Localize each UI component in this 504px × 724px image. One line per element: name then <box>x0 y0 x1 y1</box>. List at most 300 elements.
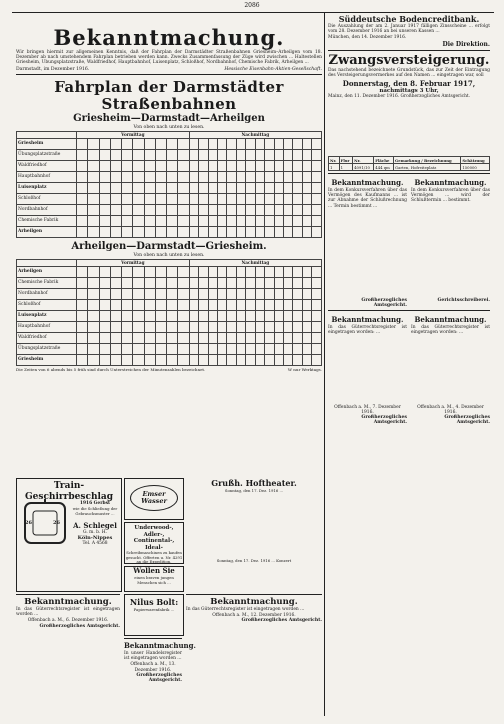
grund-cell: 1 <box>339 164 352 171</box>
time-cell <box>189 288 198 299</box>
fahrplan-title: Fahrplan der Darmstädter Straßenbahnen <box>54 77 284 113</box>
time-cell <box>88 288 99 299</box>
time-cell <box>217 332 226 343</box>
time-cell <box>312 354 322 365</box>
ad-train-year: 1916 Gerbst <box>79 501 111 506</box>
time-cell <box>133 310 144 321</box>
time-cell <box>312 193 322 204</box>
time-cell <box>236 332 245 343</box>
time-cell <box>227 332 236 343</box>
page-number: 2086 <box>244 2 260 9</box>
time-cell <box>122 149 133 160</box>
time-cell <box>88 182 99 193</box>
time-cell <box>133 266 144 277</box>
time-cell <box>155 226 166 237</box>
zwang-date: Donnerstag, den 8. Februar 1917, <box>342 79 476 89</box>
time-cell <box>122 321 133 332</box>
time-cell <box>122 310 133 321</box>
vormittag-header: Vormittag <box>77 259 190 266</box>
time-cell <box>178 149 189 160</box>
time-cell <box>312 277 322 288</box>
time-cell <box>110 226 121 237</box>
timetable-row <box>17 343 322 354</box>
timetable-row <box>17 266 322 277</box>
time-cell <box>110 182 121 193</box>
bank-date: München, den 14. Dezember 1916. <box>328 35 407 41</box>
time-cell <box>88 149 99 160</box>
time-cell <box>246 226 255 237</box>
time-cell <box>155 277 166 288</box>
time-cell <box>167 321 178 332</box>
time-cell <box>77 193 88 204</box>
time-cell <box>227 193 236 204</box>
time-cell <box>88 193 99 204</box>
time-cell <box>293 204 302 215</box>
time-cell <box>88 354 99 365</box>
station-name: Griesheim <box>17 138 77 149</box>
time-cell <box>77 266 88 277</box>
ad-nilus-title: Nilus Bolt: <box>129 597 179 607</box>
time-cell <box>246 310 255 321</box>
time-cell <box>236 160 245 171</box>
time-cell <box>302 266 311 277</box>
time-cell <box>133 277 144 288</box>
bk2-place: Offenbach a. M., 13. Dezember 1916. <box>130 662 176 673</box>
time-cell <box>265 343 274 354</box>
time-cell <box>155 310 166 321</box>
time-cell <box>199 138 208 149</box>
time-cell <box>284 149 293 160</box>
time-cell <box>227 321 236 332</box>
time-cell <box>227 149 236 160</box>
time-cell <box>88 204 99 215</box>
time-cell <box>284 354 293 365</box>
time-cell <box>293 138 302 149</box>
time-cell <box>99 321 110 332</box>
time-cell <box>133 193 144 204</box>
time-cell <box>122 182 133 193</box>
time-cell <box>77 332 88 343</box>
station-name: Waldfriedhof <box>17 332 77 343</box>
time-cell <box>312 149 322 160</box>
time-cell <box>246 138 255 149</box>
time-cell <box>217 321 226 332</box>
fahrplan-route: Griesheim—Darmstadt—Arheilgen <box>73 112 265 124</box>
time-cell <box>88 299 99 310</box>
time-cell <box>178 160 189 171</box>
time-cell <box>133 332 144 343</box>
time-cell <box>208 160 217 171</box>
timetable-row <box>17 204 322 215</box>
time-cell <box>255 138 264 149</box>
time-cell <box>312 343 322 354</box>
time-cell <box>255 321 264 332</box>
time-cell <box>199 310 208 321</box>
time-cell <box>312 226 322 237</box>
time-cell <box>274 277 283 288</box>
time-cell <box>167 138 178 149</box>
ad-hoftheater-title: Grußh. Hoftheater. <box>211 478 297 488</box>
time-cell <box>255 171 264 182</box>
time-cell <box>208 138 217 149</box>
station-name: Hauptbahnhof <box>17 171 77 182</box>
timetable-row <box>17 226 322 237</box>
time-cell <box>265 299 274 310</box>
harness-plate-icon <box>23 499 67 547</box>
notice-r1 <box>328 176 407 308</box>
time-cell <box>255 354 264 365</box>
timetable-row <box>17 149 322 160</box>
time-cell <box>99 193 110 204</box>
bk1-text: In das Güterrechtsregister ist eingetragen worden ... <box>16 607 120 618</box>
divider <box>328 50 490 51</box>
time-cell <box>133 354 144 365</box>
grund-header-cell: Nr. <box>353 157 374 164</box>
time-cell <box>312 215 322 226</box>
timetable-row <box>17 193 322 204</box>
time-cell <box>155 171 166 182</box>
time-cell <box>302 149 311 160</box>
r2-title: Bekanntmachung. <box>414 178 487 188</box>
time-cell <box>246 277 255 288</box>
fahrplan-note: Von oben nach unten zu lesen. <box>133 124 205 130</box>
time-cell <box>133 215 144 226</box>
time-cell <box>155 182 166 193</box>
time-cell <box>236 226 245 237</box>
bk1-title: Bekanntmachung. <box>24 597 112 607</box>
vormittag-header: Vormittag <box>77 131 190 138</box>
time-cell <box>293 321 302 332</box>
time-cell <box>99 149 110 160</box>
time-cell <box>227 299 236 310</box>
time-cell <box>110 343 121 354</box>
time-cell <box>236 193 245 204</box>
bekanntmachung-text: Wir bringen hiermit zur allgemeinen Kenntnis, daß der Fahrplan der Darmstädter Straßenbahnen Griesheim–Arheilgen vom 18. Dezember ab nach umstehendem Fahrplan betrieben werden kann. Zwecks Zusammenfassung der Züge wird zwischen ... Haltestellen Griesheim, Ubungsplatzstraße, Waldfriedhof, Hauptbahnhof, Luisenplatz, Schloßhof, Nordbahnhof, Chemische Fabrik, Arheilgen ... <box>16 50 322 66</box>
time-cell <box>155 266 166 277</box>
time-cell <box>302 193 311 204</box>
time-cell <box>110 215 121 226</box>
time-cell <box>293 193 302 204</box>
time-cell <box>155 204 166 215</box>
time-cell <box>133 160 144 171</box>
time-cell <box>302 288 311 299</box>
time-cell <box>302 277 311 288</box>
time-cell <box>302 171 311 182</box>
time-cell <box>246 299 255 310</box>
size-left: 26 <box>25 520 32 526</box>
time-cell <box>99 288 110 299</box>
column-divider <box>324 12 325 716</box>
bekanntmachung-footer <box>16 67 322 72</box>
time-cell <box>144 354 155 365</box>
time-cell <box>88 266 99 277</box>
time-cell <box>99 160 110 171</box>
time-cell <box>236 171 245 182</box>
r4-title: Bekanntmachung. <box>414 315 487 325</box>
time-cell <box>284 310 293 321</box>
time-cell <box>246 332 255 343</box>
time-cell <box>217 310 226 321</box>
time-cell <box>302 343 311 354</box>
time-cell <box>178 310 189 321</box>
time-cell <box>284 171 293 182</box>
time-cell <box>217 288 226 299</box>
time-cell <box>255 182 264 193</box>
time-cell <box>274 193 283 204</box>
time-cell <box>217 277 226 288</box>
time-cell <box>189 299 198 310</box>
time-cell <box>236 321 245 332</box>
time-cell <box>144 182 155 193</box>
ad-train-company-sub: G. m. b. H. <box>83 529 107 535</box>
time-cell <box>255 299 264 310</box>
time-cell <box>265 288 274 299</box>
time-cell <box>293 215 302 226</box>
time-cell <box>293 171 302 182</box>
time-cell <box>99 277 110 288</box>
time-cell <box>236 204 245 215</box>
time-cell <box>199 354 208 365</box>
time-cell <box>284 321 293 332</box>
time-cell <box>122 226 133 237</box>
time-cell <box>178 182 189 193</box>
time-cell <box>77 171 88 182</box>
time-cell <box>167 354 178 365</box>
time-cell <box>208 277 217 288</box>
time-cell <box>77 288 88 299</box>
time-cell <box>167 343 178 354</box>
time-cell <box>110 310 121 321</box>
time-cell <box>274 321 283 332</box>
time-cell <box>293 182 302 193</box>
station-name: Nordbahnhof <box>17 288 77 299</box>
time-cell <box>227 266 236 277</box>
time-cell <box>265 171 274 182</box>
signature: Hessische Eisenbahn-Aktien-Gesellschaft. <box>224 66 322 72</box>
time-cell <box>178 277 189 288</box>
timetable-row <box>17 332 322 343</box>
time-cell <box>302 182 311 193</box>
time-cell <box>284 160 293 171</box>
ad-wollen-title: Wollen Sie <box>133 566 175 575</box>
time-cell <box>99 299 110 310</box>
time-cell <box>189 321 198 332</box>
time-cell <box>88 171 99 182</box>
r2-sign: Gerichtsschreiberei. <box>437 298 490 304</box>
time-cell <box>236 310 245 321</box>
time-cell <box>284 266 293 277</box>
time-cell <box>88 226 99 237</box>
time-cell <box>236 182 245 193</box>
time-cell <box>99 182 110 193</box>
grund-cell: 1 <box>329 164 340 171</box>
grund-cell: 444 qm <box>374 164 394 171</box>
time-cell <box>144 321 155 332</box>
r3-place: Offenbach a. M., 7. Dezember 1916. <box>334 405 401 416</box>
time-cell <box>265 332 274 343</box>
r3-title: Bekanntmachung. <box>331 315 404 325</box>
ad-train-company: A. Schlegel <box>73 520 117 530</box>
time-cell <box>189 215 198 226</box>
time-cell <box>199 321 208 332</box>
notice-bk3 <box>186 594 322 713</box>
time-cell <box>110 171 121 182</box>
time-cell <box>110 266 121 277</box>
station-header <box>17 259 77 266</box>
time-cell <box>227 277 236 288</box>
time-cell <box>189 226 198 237</box>
time-cell <box>302 160 311 171</box>
time-cell <box>110 149 121 160</box>
time-cell <box>227 138 236 149</box>
time-cell <box>265 204 274 215</box>
time-cell <box>312 204 322 215</box>
time-cell <box>208 193 217 204</box>
time-cell <box>167 332 178 343</box>
ad-konzert <box>186 558 322 590</box>
time-cell <box>199 226 208 237</box>
time-cell <box>189 171 198 182</box>
time-cell <box>236 277 245 288</box>
time-cell <box>199 149 208 160</box>
time-cell <box>208 204 217 215</box>
time-cell <box>189 204 198 215</box>
time-cell <box>312 332 322 343</box>
time-cell <box>208 215 217 226</box>
time-cell <box>274 310 283 321</box>
time-cell <box>144 299 155 310</box>
nachmittag-header: Nachmittag <box>189 131 321 138</box>
time-cell <box>217 343 226 354</box>
time-cell <box>178 321 189 332</box>
timetable-return <box>16 259 322 366</box>
time-cell <box>302 354 311 365</box>
timetable-row <box>17 277 322 288</box>
time-cell <box>246 160 255 171</box>
time-cell <box>293 310 302 321</box>
time-cell <box>208 321 217 332</box>
time-cell <box>122 277 133 288</box>
ad-train-text: wie die Schließung der Gebrauchsmuster ... <box>72 506 118 517</box>
grund-header-cell: Fläche <box>374 157 394 164</box>
time-cell <box>199 299 208 310</box>
time-cell <box>144 343 155 354</box>
time-cell <box>155 332 166 343</box>
time-cell <box>217 182 226 193</box>
time-cell <box>144 204 155 215</box>
time-cell <box>265 149 274 160</box>
time-cell <box>144 171 155 182</box>
time-cell <box>167 160 178 171</box>
ad-nilus-text: Papierwarenfabrik ... <box>133 607 175 612</box>
divider <box>328 173 490 174</box>
time-cell <box>189 277 198 288</box>
time-cell <box>302 310 311 321</box>
bk2-title: Bekanntmachung. <box>124 641 196 650</box>
time-cell <box>199 171 208 182</box>
time-cell <box>246 288 255 299</box>
bank-title: Süddeutsche Bodencreditbank. <box>338 14 480 24</box>
time-cell <box>246 215 255 226</box>
time-cell <box>199 193 208 204</box>
time-cell <box>246 171 255 182</box>
bk2-sign: Großherzogliches Amtsgericht. <box>136 672 182 683</box>
timetable-footnote <box>16 367 322 372</box>
time-cell <box>88 310 99 321</box>
notice-r4 <box>411 313 490 425</box>
time-cell <box>122 288 133 299</box>
time-cell <box>133 182 144 193</box>
time-cell <box>284 332 293 343</box>
time-cell <box>155 160 166 171</box>
time-cell <box>217 138 226 149</box>
time-cell <box>284 226 293 237</box>
grund-header-cell: Flur <box>339 157 352 164</box>
r2-text: In dem Konkursverfahren über das Vermögen ... wird der Schlußtermin ... bestimmt. <box>411 188 490 204</box>
time-cell <box>167 299 178 310</box>
time-cell <box>312 299 322 310</box>
time-cell <box>99 171 110 182</box>
station-name: Übungsplatzstraße <box>17 343 77 354</box>
time-cell <box>99 354 110 365</box>
time-cell <box>110 138 121 149</box>
time-cell <box>284 299 293 310</box>
timetable-row <box>17 138 322 149</box>
time-cell <box>274 215 283 226</box>
grund-cell: 150000 <box>461 164 490 171</box>
time-cell <box>155 215 166 226</box>
grund-cell: 4091/10 <box>353 164 374 171</box>
time-cell <box>217 149 226 160</box>
time-cell <box>236 343 245 354</box>
time-cell <box>312 171 322 182</box>
time-cell <box>110 299 121 310</box>
notice-r2 <box>411 176 490 308</box>
ad-emser-title: Emser Wasser <box>141 490 167 505</box>
time-cell <box>122 332 133 343</box>
divider <box>328 310 490 311</box>
bk3-sign: Großherzogliches Amtsgericht. <box>241 618 322 624</box>
time-cell <box>302 215 311 226</box>
timetable-row <box>17 310 322 321</box>
time-cell <box>236 299 245 310</box>
time-cell <box>274 332 283 343</box>
time-cell <box>208 149 217 160</box>
notice-r3 <box>328 313 407 425</box>
time-cell <box>178 204 189 215</box>
time-cell <box>227 288 236 299</box>
time-cell <box>274 160 283 171</box>
time-cell <box>312 321 322 332</box>
r1-text: In dem Konkursverfahren über das Vermögen des Kaufmanns ... ist zur Abnahme der Schlußrechnung ... Termin bestimmt ... <box>328 188 407 209</box>
time-cell <box>208 266 217 277</box>
time-cell <box>122 204 133 215</box>
time-cell <box>255 310 264 321</box>
ad-train-info <box>71 501 119 546</box>
time-cell <box>302 299 311 310</box>
time-cell <box>302 332 311 343</box>
advertisements <box>16 478 322 713</box>
time-cell <box>155 288 166 299</box>
time-cell <box>312 138 322 149</box>
time-cell <box>255 215 264 226</box>
time-cell <box>155 343 166 354</box>
time-cell <box>88 332 99 343</box>
time-cell <box>293 288 302 299</box>
timetable-row <box>17 321 322 332</box>
time-cell <box>284 277 293 288</box>
time-cell <box>227 354 236 365</box>
